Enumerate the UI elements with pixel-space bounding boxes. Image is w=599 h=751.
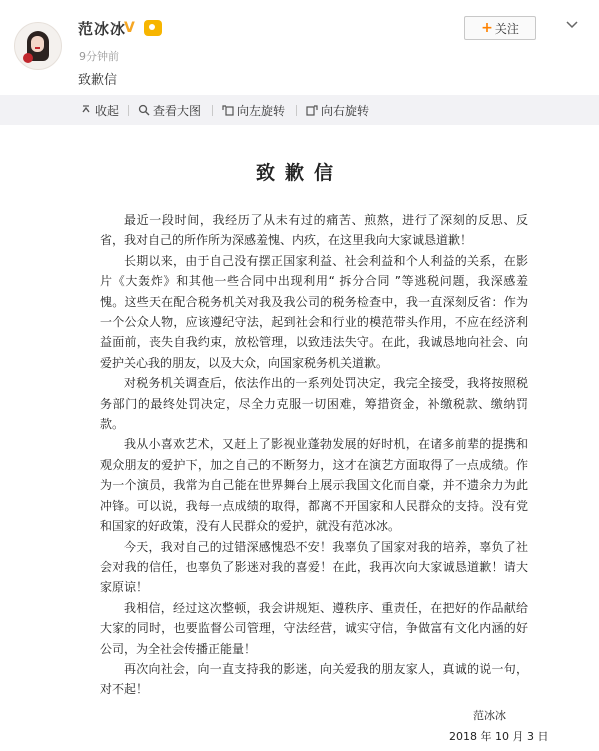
- letter-paragraph: 再次向社会，向一直支持我的影迷，向关爱我的朋友家人，真诚的说一句，对不起！: [100, 661, 528, 697]
- rotate-left-label: 向左旋转: [237, 103, 286, 118]
- letter-paragraph: 今天，我对自己的过错深感愧恐不安！我辜负了国家对我的培养，辜负了社会对我的信任，也辜负了影迷对我的喜爱！在此，我再次向大家诚恳道歉！请大家原谅！: [100, 539, 528, 595]
- collapse-button[interactable]: [80, 102, 119, 118]
- rotate-right-label: 向右旋转: [321, 103, 370, 118]
- letter-paragraph: 最近一段时间，我经历了从未有过的痛苦、煎熬，进行了深刻的反思、反省，我对自己的所作所为深感羞愧、内疚，在这里我向大家诚恳道歉！: [100, 213, 528, 248]
- letter-date: 2018 年 10 月 3 日: [449, 730, 549, 743]
- toolbar-divider: [212, 105, 213, 116]
- plus-icon: +: [481, 20, 493, 36]
- letter-paragraph: 长期以来，由于自己没有摆正国家利益、社会利益和个人利益的关系，在影片《大轰炸》和其他一些合同中出现利用“ 拆分合同 ”等逃税问题，我深感羞愧。这些天在配合税务机关对我及我公司的税务检查中，我一直深刻反省：作为一个公众人物，应该遵纪守法，起到社会和行业的模范带头作用，不应在经济利益面前，丧失自我约束，放松管理，以致违法失守。在此，我诚恳地向社会、向爱护关心我的朋友，以及大众，向国家税务机关道歉。: [100, 253, 528, 370]
- letter-paragraph: 对税务机关调查后，依法作出的一系列处罚决定，我完全接受，我将按照税务部门的最终处罚决定，尽全力克服一切困难，筹措资金，补缴税款、缴纳罚款。: [100, 376, 528, 432]
- magnifier-icon: [138, 104, 150, 116]
- image-toolbar: [0, 95, 599, 125]
- author-name[interactable]: 范冰冰: [78, 20, 127, 38]
- letter-paragraph: 我相信，经过这次整顿，我会讲规矩、遵秩序、重责任，在把好的作品献给大家的同时，也要监督公司管理，守法经营，诚实守信，争做富有文化内涵的好公司，为全社会传播正能量！: [100, 600, 528, 656]
- post-text: 致歉信: [78, 73, 118, 88]
- rotate-right-button[interactable]: [306, 102, 369, 118]
- rotate-left-button[interactable]: [222, 102, 285, 118]
- collapse-label: 收起: [95, 103, 120, 118]
- letter-paragraph: 我从小喜欢艺术，又赶上了影视业蓬勃发展的好时机，在诸多前辈的提携和观众朋友的爱护下，加之自己的不断努力，这才在演艺方面取得了一点成绩。作为一个演员，我常为自己能在世界舞台上展示我国文化而自豪，并不遗余力为此冲锋。可以说，我每一点成绩的取得，都离不开国家和人民群众的支持。没有党和国家的好政策，没有人民群众的爱护，就没有范冰冰。: [100, 437, 528, 534]
- view-large-button[interactable]: [138, 102, 201, 118]
- view-large-label: 查看大图: [153, 103, 202, 118]
- verified-v-icon: V: [124, 20, 135, 36]
- letter-title: 致歉信: [255, 162, 343, 184]
- follow-label: 关注: [494, 21, 519, 36]
- apology-letter-image: [0, 125, 599, 751]
- avatar[interactable]: [14, 22, 62, 70]
- collapse-icon: [80, 104, 92, 116]
- member-badge-icon[interactable]: [144, 20, 162, 36]
- chevron-down-icon[interactable]: [565, 18, 579, 32]
- follow-button[interactable]: [464, 16, 536, 40]
- toolbar-divider: [296, 105, 297, 116]
- rotate-left-icon: [222, 104, 234, 116]
- letter-signature: 范冰冰: [473, 709, 506, 722]
- rotate-right-icon: [306, 104, 318, 116]
- toolbar-divider: [128, 105, 129, 116]
- post-time[interactable]: 9分钟前: [79, 50, 119, 63]
- post-header: [0, 0, 599, 95]
- letter-body: [100, 210, 528, 700]
